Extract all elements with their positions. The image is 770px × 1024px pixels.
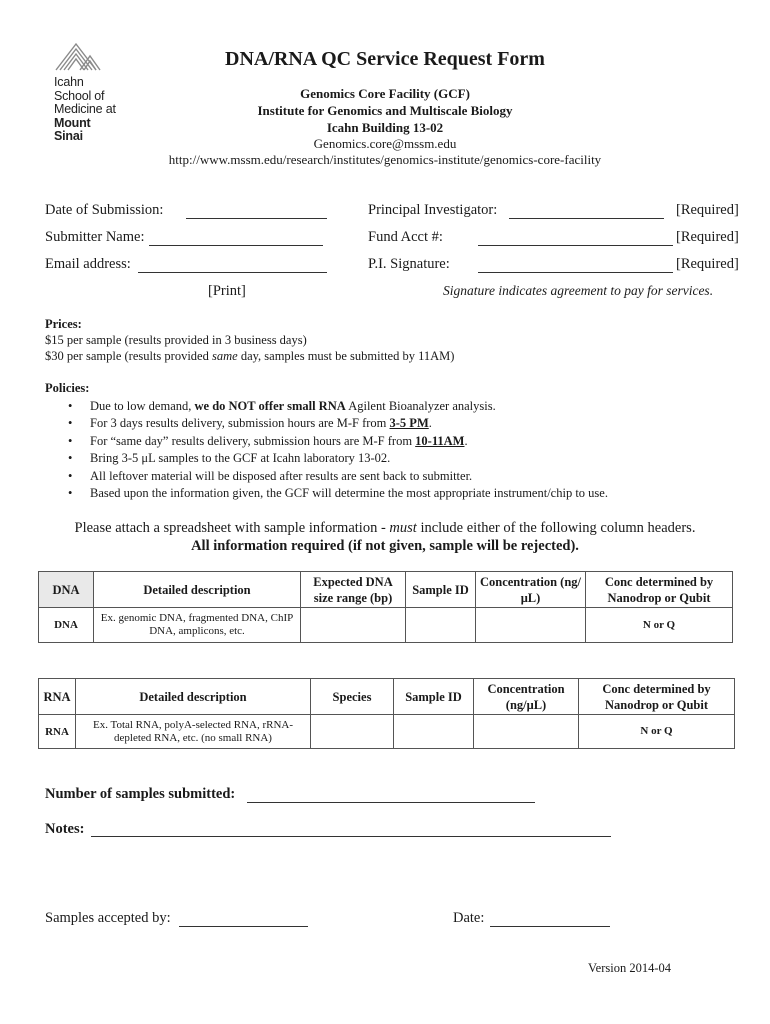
- fund-acct-field[interactable]: [478, 245, 673, 246]
- signature-required-note: [Required]: [676, 256, 739, 272]
- dna-row-sample-id[interactable]: [406, 608, 476, 643]
- pi-required-note: [Required]: [676, 202, 739, 218]
- fund-acct-label: Fund Acct #:: [368, 229, 443, 245]
- submitter-name-label: Submitter Name:: [45, 229, 145, 245]
- rna-row-concentration[interactable]: [474, 715, 579, 749]
- dna-header-size-range: Expected DNA size range (bp): [301, 572, 406, 608]
- notes-field[interactable]: [91, 836, 611, 837]
- acceptance-date-label: Date:: [453, 910, 485, 926]
- rna-header-concentration: Concentration (ng/μL): [474, 679, 579, 715]
- pi-signature-label: P.I. Signature:: [368, 256, 450, 272]
- dna-row-method: N or Q: [586, 608, 733, 643]
- rna-row-label: RNA: [39, 715, 76, 749]
- policy-item: • All leftover material will be disposed after results are sent back to submitter.: [66, 468, 608, 485]
- samples-accepted-field[interactable]: [179, 926, 308, 927]
- dna-row-description: Ex. genomic DNA, fragmented DNA, ChIP DNA, amplicons, etc.: [94, 608, 301, 643]
- rna-header-method: Conc determined by Nanodrop or Qubit: [579, 679, 735, 715]
- policy-item: • For “same day” results delivery, submission hours are M-F from 10-11AM.: [66, 433, 608, 450]
- dna-row-label: DNA: [39, 608, 94, 643]
- pi-signature-field[interactable]: [478, 272, 673, 273]
- email-address-label: Email address:: [45, 256, 131, 272]
- signature-agreement-note: Signature indicates agreement to pay for services.: [443, 283, 714, 298]
- required-info-warning: All information required (if not given, sample will be rejected).: [191, 538, 579, 554]
- facility-name: Genomics Core Facility (GCF): [300, 86, 470, 101]
- rna-sample-table: [38, 678, 735, 749]
- print-note: [Print]: [208, 283, 246, 299]
- date-of-submission-field[interactable]: [186, 218, 327, 219]
- rna-header-sample-id: Sample ID: [394, 679, 474, 715]
- date-of-submission-label: Date of Submission:: [45, 202, 164, 218]
- num-samples-label: Number of samples submitted:: [45, 786, 236, 802]
- submitter-name-field[interactable]: [149, 245, 323, 246]
- fund-required-note: [Required]: [676, 229, 739, 245]
- rna-row-description: Ex. Total RNA, polyA-selected RNA, rRNA-depleted RNA, etc. (no small RNA): [76, 715, 311, 749]
- rna-row-species[interactable]: [311, 715, 394, 749]
- num-samples-field[interactable]: [247, 802, 535, 803]
- principal-investigator-label: Principal Investigator:: [368, 202, 498, 218]
- dna-header-sample-id: Sample ID: [406, 572, 476, 608]
- dna-header-description: Detailed description: [94, 572, 301, 608]
- contact-email[interactable]: Genomics.core@mssm.edu: [313, 136, 457, 151]
- logo-wordmark: Icahn School of Medicine at Mount Sinai: [54, 75, 116, 143]
- price-same-day: $30 per sample (results provided same day, samples must be submitted by 11AM): [45, 349, 455, 363]
- policy-item: • For 3 days results delivery, submission hours are M-F from 3-5 PM.: [66, 415, 608, 432]
- rna-row-method: N or Q: [579, 715, 735, 749]
- notes-label: Notes:: [45, 821, 85, 837]
- form-title: DNA/RNA QC Service Request Form: [225, 48, 545, 70]
- policies-heading: Policies:: [45, 381, 90, 395]
- policy-item: • Bring 3-5 μL samples to the GCF at Icahn laboratory 13-02.: [66, 450, 608, 467]
- building-location: Icahn Building 13-02: [326, 120, 444, 135]
- principal-investigator-field[interactable]: [509, 218, 664, 219]
- dna-header-label: DNA: [39, 572, 94, 608]
- dna-header-concentration: Concentration (ng/μL): [476, 572, 586, 608]
- rna-row-sample-id[interactable]: [394, 715, 474, 749]
- policy-item: • Due to low demand, we do NOT offer small RNA Agilent Bioanalyzer analysis.: [66, 398, 608, 415]
- samples-accepted-label: Samples accepted by:: [45, 910, 171, 926]
- acceptance-date-field[interactable]: [490, 926, 610, 927]
- prices-heading: Prices:: [45, 317, 82, 331]
- facility-url[interactable]: http://www.mssm.edu/research/institutes/genomics-institute/genomics-core-facility: [168, 152, 602, 167]
- policies-list: [66, 398, 608, 502]
- dna-row-size-range[interactable]: [301, 608, 406, 643]
- policy-item: • Based upon the information given, the GCF will determine the most appropriate instrument/chip to use.: [66, 485, 608, 502]
- dna-header-method: Conc determined by Nanodrop or Qubit: [586, 572, 733, 608]
- form-version: Version 2014-04: [588, 961, 671, 975]
- dna-row-concentration[interactable]: [476, 608, 586, 643]
- rna-header-label: RNA: [39, 679, 76, 715]
- institute-name: Institute for Genomics and Multiscale Biology: [257, 103, 513, 118]
- price-standard: $15 per sample (results provided in 3 business days): [45, 333, 307, 347]
- email-address-field[interactable]: [138, 272, 327, 273]
- attach-instructions: Please attach a spreadsheet with sample information - must include either of the following column headers.: [74, 520, 696, 536]
- rna-header-description: Detailed description: [76, 679, 311, 715]
- rna-header-species: Species: [311, 679, 394, 715]
- dna-sample-table: [38, 571, 733, 643]
